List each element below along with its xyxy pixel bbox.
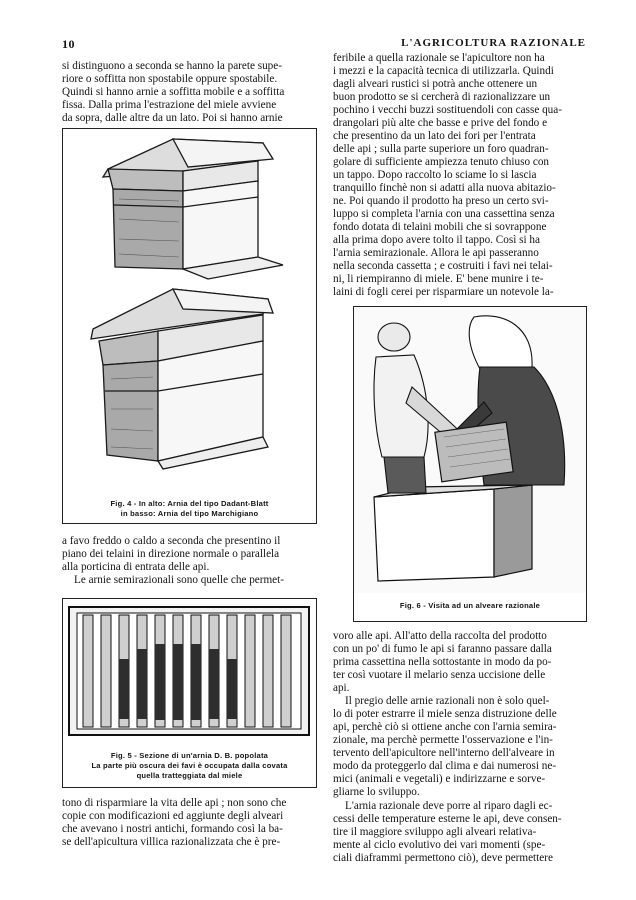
text-line: fissa. Dalla prima l'estrazione del miele avviene — [62, 99, 277, 111]
caption-line: in basso: Arnia del tipo Marchigiano — [120, 509, 259, 518]
figure-5-frame — [62, 598, 317, 788]
text-line: che presentino da un lato dei fori per l'entrata — [333, 130, 536, 142]
text-line: prima cassettina nella sottostante in modo da po- — [333, 656, 552, 668]
text-line: alla porticina di entrata delle api. — [62, 561, 210, 573]
text-line: tono di risparmiare la vita delle api ; non sono che — [62, 797, 287, 809]
text-line: i mezzi e la capacità tecnica di utilizzarla. Quindi — [333, 65, 554, 77]
text-line: pochino i vecchi buzzi sostituendoli con casse qua- — [333, 104, 562, 116]
text-line: laini di fogli cerei per risparmiare un notevole la- — [333, 286, 554, 298]
text-line: gliarne lo sviluppo. — [333, 786, 420, 798]
text-line: alla prima dopo avere tolto il tappo. Così si ha — [333, 234, 540, 246]
text-line: luppo si completa l'arnia con una cassettina senza — [333, 208, 555, 220]
right-text-block-4 — [333, 800, 586, 865]
text-line: voro alle api. All'atto della raccolta del prodotto — [333, 630, 547, 642]
text-line: golare di sufficiente ampiezza tenuto chiuso con — [333, 156, 550, 168]
text-line: che avevano i nostri antichi, formando così la ba- — [62, 823, 283, 835]
hive-dadant-blatt — [103, 139, 283, 279]
text-line: fondo dotata di telaini mobili che si sovrappone — [333, 221, 547, 233]
figure-4-frame — [62, 128, 317, 524]
text-line: ter così vuotare il melario senza uccisione delle — [333, 669, 546, 681]
text-line: api. — [333, 682, 350, 694]
text-line: se dell'apicultura villica razionalizzata che è pre- — [62, 836, 281, 848]
figure-6-frame — [353, 306, 587, 622]
right-text-block-1 — [333, 52, 586, 299]
hive-cross-section — [63, 599, 316, 744]
right-text-block-2 — [333, 630, 586, 695]
text-line: lo di poter estrarre il miele senza distruzione delle — [333, 708, 557, 720]
hive-box — [374, 485, 532, 581]
figure-5-caption — [63, 751, 316, 781]
caption-line: La parte più oscura dei favi è occupata dalla covata — [91, 761, 288, 770]
text-line: mici (animali e vegetali) e indirizzarne e sorve- — [333, 773, 546, 785]
left-text-block-1 — [62, 60, 317, 125]
caption-line: quella tratteggiata dal miele — [136, 771, 243, 780]
text-line: Quindi si hanno arnie a soffitta mobile e a soffitta — [62, 86, 285, 98]
beekeepers-illustration — [354, 307, 586, 593]
text-line: riore o soffitta non spostabile oppure spostabile. — [62, 73, 278, 85]
text-line: mente al ciclo evolutivo dei vari momenti (spe- — [333, 839, 546, 851]
figure-6-caption: Fig. 6 - Visita ad un alveare razionale — [399, 601, 541, 610]
text-line: a favo freddo o caldo a seconda che presentino il — [62, 535, 281, 547]
text-line: ni, li riempiranno di miele. E' bene munire i te- — [333, 273, 544, 285]
text-line: da sopra, dalle altre da un lato. Poi si hanno arnie — [62, 112, 283, 124]
text-line: l'arnia semirazionale. Allora le api passeranno — [333, 247, 539, 259]
caption-line: Fig. 5 - Sezione di un'arnia D. B. popolata — [110, 751, 269, 760]
running-title: L'AGRICOLTURA RAZIONALE — [401, 37, 586, 49]
text-line: si distinguono a seconda se hanno la parete supe- — [62, 60, 282, 72]
right-text-block-3 — [333, 695, 586, 799]
text-line: cessi delle temperature esterne le api, deve consen- — [333, 813, 562, 825]
text-line: piano dei telaini in direzione normale o parallela — [62, 548, 280, 560]
beehive-illustrations — [63, 129, 316, 523]
text-line: tranquillo finchè non si adatti alla nuova abitazio- — [333, 182, 556, 194]
text-line: tervento dell'apicultore nell'interno dell'alveare in — [333, 747, 555, 759]
left-text-block-2 — [62, 535, 317, 587]
figure-4-caption — [63, 499, 316, 519]
text-line: zionale, ma perchè permette l'osservazione e l'in- — [333, 734, 553, 746]
hive-marchigiano — [91, 289, 273, 469]
text-line: con un po' di fumo le api si faranno passare dalla — [333, 643, 552, 655]
comb-frame — [435, 422, 513, 482]
text-line: ne. Poi quando il prodotto ha preso un certo svi- — [333, 195, 549, 207]
text-line: buon prodotto se si cercherà di razionalizzare un — [333, 91, 551, 103]
text-line: drangolari più alte che basse e prive del fondo e — [333, 117, 548, 129]
text-line: feribile a quella razionale se l'apicultore non ha — [333, 52, 545, 64]
caption-line: Fig. 4 - In alto: Arnia del tipo Dadant-Blatt — [110, 499, 269, 508]
text-line: copie con modificazioni ed aggiunte degli alveari — [62, 810, 284, 822]
text-line: un tappo. Dopo raccolto lo sciame lo si lascia — [333, 169, 537, 181]
text-line: delle api ; sulla parte superiore un foro quadran- — [333, 143, 549, 155]
text-line: Le arnie semirazionali sono quelle che permet- — [74, 574, 284, 586]
text-line: dagli alveari rustici si potrà anche ottenere un — [333, 78, 538, 90]
page-number: 10 — [62, 37, 75, 51]
text-line: L'arnia razionale deve porre al riparo dagli ec- — [345, 800, 553, 812]
text-line: nella seconda cassetta ; e costruiti i favi nei telai- — [333, 260, 553, 272]
text-line: api, perchè ciò si ottiene anche con l'arnia semira- — [333, 721, 557, 733]
left-text-block-3 — [62, 797, 317, 849]
text-line: tire il maggiore sviluppo agli alveari relativa- — [333, 826, 537, 838]
text-line: Il pregio delle arnie razionali non è solo quel- — [345, 695, 550, 707]
text-line: modo da proteggerlo dal clima e dai numerosi ne- — [333, 760, 557, 772]
text-line: ciali diaframmi permettono ciò), deve permettere — [333, 852, 553, 864]
